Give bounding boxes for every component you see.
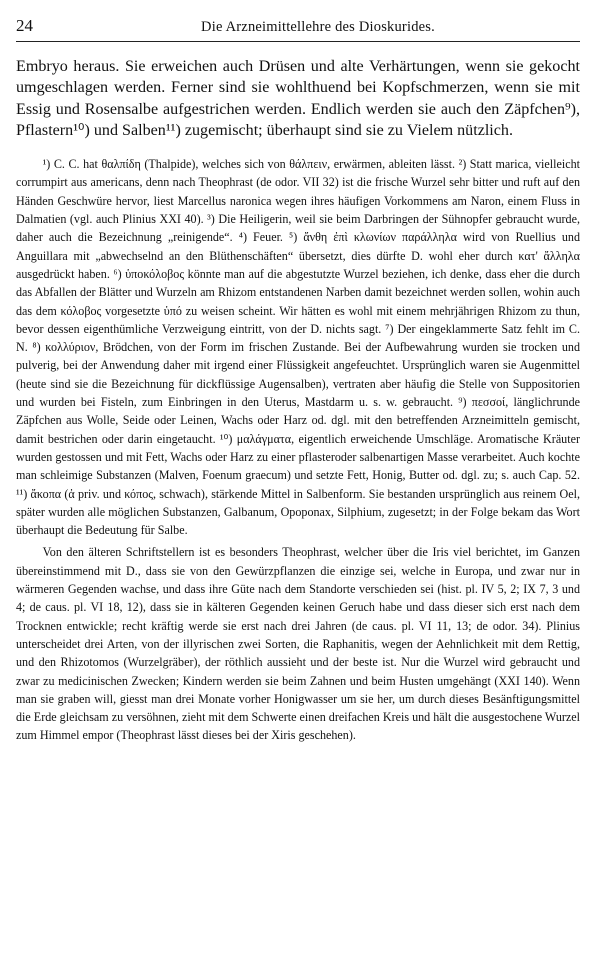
running-title: Die Arzneimittellehre des Dioskurides. — [201, 19, 435, 35]
page-number: 24 — [16, 16, 33, 35]
body-text — [16, 56, 580, 745]
footnotes-text: ¹) C. C. hat θαλπίδη (Thalpide), welches sich von θάλπειν, erwärmen, ableiten lässt. ²) Statt marica, vielleicht corrumpirt aus americans, denn nach Theophrast (de odor. VII 32) ist die frische Wurzel sehr bitter und ruft auf den Händen Geschwüre hervor, liest Marcellus naronica wegen ihres häufigen Vorkommens am Naron, einem Fluss in Dalmatien (vgl. auch Plinius XXI 40). ³) Die Heiligerin, weil sie beim Darbringen der Sühnopfer gebraucht wurde, daher auch die Bezeichnung „reinigende“. ⁴) Feuer. ⁵) ἄνθη ἐπὶ κλωνίων παράλληλα wird von Ruellius und Anguillara mit „abwechselnd an den Blüthenschäften“ übersetzt, dies dürfte D. wohl eher durch κατ' ἄλληλα ausgedrückt haben. ⁶) ὑποκόλοβος könnte man auf die abgestutzte Wurzel beziehen, ich denke, dass eher die durch das Abfallen der Blätter und Wurzeln am Rhizom entstandenen Narben damit bezeichnet werden sollen, wohin auch das dem κόλοβος vorgesetzte ὑπό zu weisen scheint. Wir hätten es wohl mit einem mehrjährigen Rhizom zu thun, bevor dessen eigenthümliche Verzweigung eintritt, von der D. nichts sagt. ⁷) Der eingeklammerte Satz fehlt im C. N. ⁸) κολλύριον, Brödchen, von der Form im frischen Zustande. Bei der Aufbewahrung wurden sie trocken und pulverig, bei der Anwendung daher mit irgend einer Flüssigkeit angefeuchtet. Ursprünglich waren sie Augenmittel (heute sind sie die Bezeichnung für dickflüssige Augensalben), vertraten aber häufig die Stelle von Suppositorien und wurden bei Fisteln, zum Einbringen in den Uterus, Mastdarm u. s. w. gebraucht. ⁹) πεσσοί, länglichrunde Zäpfchen aus Wolle, Seide oder Leinen, Wachs oder Harz od. dgl. mit den betreffenden Arzneimitteln gemischt, damit bestrichen oder darin eingetaucht. ¹⁰) μαλάγματα, eigentlich erweichende Umschläge. Aromatische Kräuter wurden gestossen und mit Fett, Wachs oder Harz zu einer pflasteroder salbenartigen Masse verarbeitet. Auch kochte man schleimige Substanzen (Malven, Foenum graecum) und setzte Fett, Honig, Butter od. dgl. zu; s. auch Cap. 52. ¹¹) ἄκοπα (ἀ priv. und κόπος, schwach), stärkende Mittel in Salbenform. Sie bestanden ursprünglich aus reinem Oel, später wurden alle möglichen Substanzen, Galbanum, Opoponax, Silphium, zugesetzt; in der Folge bekam das Wort überhaupt die Bedeutung für Salbe. — [16, 157, 580, 538]
commentary-paragraph: Von den älteren Schriftstellern ist es besonders Theophrast, welcher über die Iris viel berichtet, im Ganzen übereinstimmend mit D., dass sie von den Gewürzpflanzen die einzige sei, welche in Europa, und zwar nur in wärmeren Gegenden wachse, und dass ihre Güte nach dem Standorte verschieden sei (hist. pl. IV 5, 2; IX 7, 3 und 4; de caus. pl. VI 18, 12), dass sie in kälteren Gegenden keinen Geruch habe und dass dieser sich erst nach dem Trocknen entwickle; recht kräftig werde sie erst nach drei Jahren (de caus. pl. VI 11, 13; de odor. 34). Plinius unterscheidet drei Arten, von der illyrischen zwei Sorten, die Raphanitis, wegen der Aehnlichkeit mit dem Rettig, und den Rhizotomos (Wurzelgräber), der röthlich aussieht und der beste ist. Nur die Wurzel wird gebraucht und zwar zu medicinischen Zwecken; Kindern werden sie beim Zahnen und beim Husten umgehängt (XXI 140). Wenn man sie graben will, giesst man drei Monate vorher Honigwasser um sie her, um durch dieses Besänftigungsmittel die Erde gleichsam zu versöhnen, zieht mit dem Schwerte einen dreifachen Kreis und hält die ausgestochene Wurzel zum Himmel empor (Theophrast lässt dieses bei der Xiris geschehen). — [16, 545, 580, 743]
running-head — [16, 16, 580, 42]
intro-paragraph: Embryo heraus. Sie erweichen auch Drüsen und alte Verhärtungen, wenn sie gekocht umgeschlagen werden. Ferner sind sie wohlthuend bei Kopfschmerzen, wenn sie mit Essig und Rosensalbe aufgestrichen werden. Endlich werden sie auch den Zäpfchen⁹), Pflastern¹⁰) und Salben¹¹) zugemischt; überhaupt sind sie zu Vielem nützlich. — [16, 58, 580, 139]
footnotes — [16, 155, 580, 539]
